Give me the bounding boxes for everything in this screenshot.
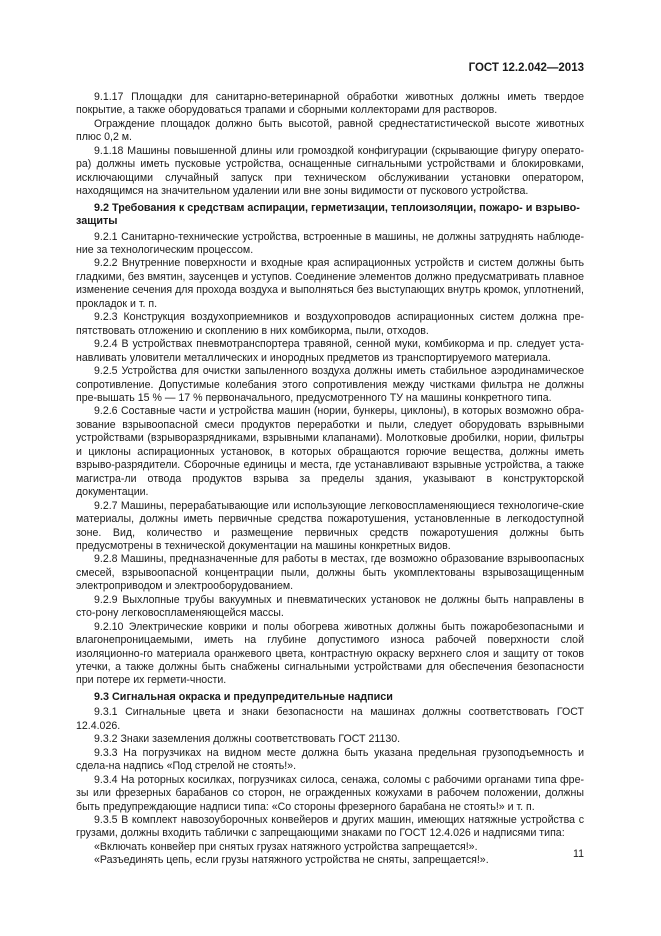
paragraph-fence-height: Ограждение площадок должно быть высотой, равной среднестатистической высоте животных плюс 0,2 м. — [76, 117, 584, 144]
paragraph-9-2-2: 9.2.2 Внутренние поверхности и входные края аспирационных устройств и систем должны быть гладкими, без вмятин, заусенцев и уступов. Соединение элементов должно предусматривать плавное изменение сечения для прохода воздуха и выполняться без выступающих внутрь кромок, уплотнений, прокладок и т. п. — [76, 257, 584, 310]
document-header: ГОСТ 12.2.042—2013 — [468, 62, 584, 74]
paragraph-9-1-17: 9.1.17 Площадки для санитарно-ветеринарной обработки животных должны иметь твердое покрытие, а также оборудоваться трапами и сборными коллекторами для растворов. — [76, 91, 584, 117]
page-number: 11 — [573, 848, 584, 860]
paragraph-9-2-5: 9.2.5 Устройства для очистки запыленного воздуха должны иметь стабильное аэродинамическое сопротивление. Допустимые колебания этого сопротивления между чистками фильтра не должны пре-вышать 15 % — 17 % первоначального, предусмотренного ТУ на машины конкретного типа. — [76, 365, 584, 404]
paragraph-9-3-2: 9.3.2 Знаки заземления должны соответствовать ГОСТ 21130. — [94, 733, 401, 746]
paragraph-9-3-3: 9.3.3 На погрузчиках на видном месте должна быть указана предельная грузоподъемность и сдела-на надпись «Под стрелой не стоять!». — [76, 746, 584, 773]
quoted-sign-chain: «Разъединять цепь, если грузы натяжного устройства не сняты, запрещается!». — [94, 854, 489, 867]
paragraph-9-2-10: 9.2.10 Электрические коврики и полы обогрева животных должны быть пожаробезопасными и влагонепроницаемыми, иметь на глубине допустимого износа рабочей поверхности слой изоляционно-го материала оранжевого цвета, контрастную окраску верхнего слоя и защиту от токов утечки, а также должны быть снабжены сигнальными устройствами для обеспечения безопасности при потере их гермети-чности. — [76, 620, 584, 687]
section-heading-9-3: 9.3 Сигнальная окраска и предупредительные надписи — [94, 690, 393, 703]
paragraph-9-3-4: 9.3.4 На роторных косилках, погрузчиках силоса, сенажа, соломы с рабочими органами типа фре-зы или фрезерных барабанов со сторон, не огражденных кожухами в рабочем положении, должны быть предупреждающие надписи типа: «Со стороны фрезерного барабана не стоять!» и т. п. — [76, 773, 584, 813]
paragraph-9-2-1: 9.2.1 Санитарно-технические устройства, встроенные в машины, не должны затруднять наблюде-ние за технологическим процессом. — [76, 230, 584, 256]
quoted-sign-conveyor: «Включать конвейер при снятых грузах натяжного устройства запрещается!». — [94, 840, 478, 853]
paragraph-9-2-8: 9.2.8 Машины, предназначенные для работы в местах, где возможно образование взрывоопасных смесей, взрывоопасной концентрации пыли, должны быть укомплектованы взрывозащищенным электроприводом и электрооборудованием. — [76, 553, 584, 593]
page-body — [76, 91, 584, 868]
section-heading-9-2: 9.2 Требования к средствам аспирации, герметизации, теплоизоляции, пожаро- и взрыво-защиты — [76, 201, 580, 228]
paragraph-9-2-7: 9.2.7 Машины, перерабатывающие или использующие легковоспламеняющиеся технологиче-ские материалы, должны иметь первичные средства пожаротушения, установленные в легкодоступной зоне. Вид, количество и размещение первичных средств пожаротушения должны быть предусмотрены в технической документации на машины конкретных видов. — [76, 499, 584, 552]
paragraph-9-2-9: 9.2.9 Выхлопные трубы вакуумных и пневматических установок не должны быть направлены в сто-рону легковоспламеняющейся массы. — [76, 593, 584, 620]
paragraph-9-2-6: 9.2.6 Составные части и устройства машин (нории, бункеры, циклоны), в которых возможно обра-зование взрывоопасной смеси продуктов переработки и пыли, следует оборудовать взрывными устройствами (взрыворазрядниками, взрывными клапанами). Молотковые дробилки, нории, фильтры и циклоны аспирационных установок, в которых обращаются горючие вещества, должны иметь взрыво-разрядители. Сборочные единицы и места, где устанавливают взрывные устройства, а также магистра-ли отвода продуктов взрыва за пределы здания, указывают в конструкторской документации. — [76, 405, 584, 499]
paragraph-9-2-4: 9.2.4 В устройствах пневмотранспортера травяной, сенной муки, комбикорма и пр. следует уста-навливать уловители металлических и инородных предметов из транспортируемого материала. — [76, 338, 584, 364]
paragraph-9-1-18: 9.1.18 Машины повышенной длины или громоздкой конфигурации (скрывающие фигуру операто-ра) должны иметь пусковые устройства, оснащенные сигнальными устройствами и блокировками, исключающими случайный запуск при техническом обслуживании установки оператором, находящимся на значительном удалении или вне зоны видимости от пускового устройства. — [76, 144, 584, 198]
paragraph-9-2-3: 9.2.3 Конструкция воздухоприемников и воздухопроводов аспирационных систем должна пре-пятствовать отложению и скоплению в них комбикорма, пыли, отходов. — [76, 311, 584, 337]
paragraph-9-3-5: 9.3.5 В комплект навозоуборочных конвейеров и других машин, имеющих натяжные устройства с грузами, должны входить таблички с запрещающими знаками по ГОСТ 12.4.026 и надписями типа: — [76, 814, 584, 840]
paragraph-9-3-1: 9.3.1 Сигнальные цвета и знаки безопасности на машинах должны соответствовать ГОСТ 12.4.026. — [76, 706, 584, 732]
